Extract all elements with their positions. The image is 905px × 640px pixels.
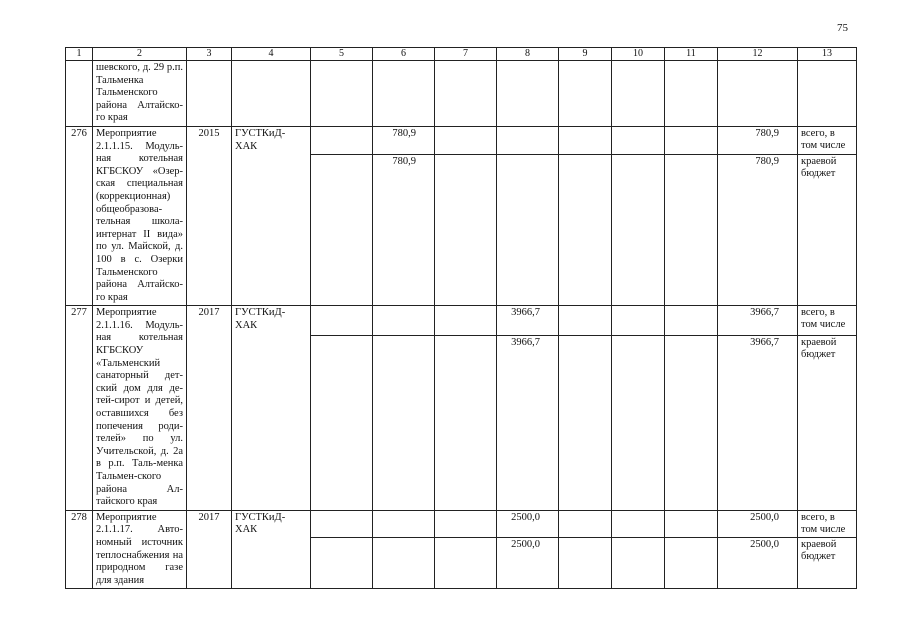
row-number: 278 (66, 510, 93, 589)
funding-note: краевой бюджет (798, 154, 857, 306)
year: 2017 (187, 510, 232, 589)
value-col12: 2500,0 (718, 538, 798, 589)
value-col12: 780,9 (718, 154, 798, 306)
executor: ГУСТКиД-ХАК (232, 510, 311, 589)
executor: ГУСТКиД-ХАК (232, 126, 311, 305)
value-col8: 3966,7 (497, 336, 559, 511)
funding-note: краевой бюджет (798, 336, 857, 511)
value-col6 (373, 538, 435, 589)
page-number: 75 (837, 22, 848, 34)
value-col8: 2500,0 (497, 510, 559, 537)
header-cell: 5 (311, 48, 373, 61)
value-col6 (373, 510, 435, 537)
executor: ГУСТКиД-ХАК (232, 306, 311, 511)
measure-name: Мероприятие 2.1.1.16. Модуль-ная котельная КГБСКОУ «Тальменский санаторный дет-ский дом для де-тей-сирот и детей, оставшихся без попечения роди-телей» по ул. Учительской, д. 2а в р.п. Таль-менка Тальмен-ского района Ал-тайского края (93, 306, 187, 511)
header-cell: 3 (187, 48, 232, 61)
value-col8 (497, 154, 559, 306)
value-col6: 780,9 (373, 126, 435, 154)
funding-note: краевой бюджет (798, 538, 857, 589)
table-row-continuation (66, 61, 857, 127)
year: 2017 (187, 306, 232, 511)
value-col12: 780,9 (718, 126, 798, 154)
data-table (65, 47, 857, 589)
table-row (66, 126, 857, 154)
header-cell: 11 (665, 48, 718, 61)
funding-note: всего, в том числе (798, 510, 857, 537)
header-cell: 4 (232, 48, 311, 61)
row-number: 276 (66, 126, 93, 305)
measure-name: шевского, д. 29 р.п. Тальменка Тальменского района Алтайско-го края (93, 61, 187, 127)
value-col6 (373, 336, 435, 511)
header-cell: 9 (559, 48, 612, 61)
value-col6: 780,9 (373, 154, 435, 306)
funding-note: всего, в том числе (798, 306, 857, 336)
row-number: 277 (66, 306, 93, 511)
header-cell: 12 (718, 48, 798, 61)
value-col8: 2500,0 (497, 538, 559, 589)
year: 2015 (187, 126, 232, 305)
header-cell: 8 (497, 48, 559, 61)
value-col8: 3966,7 (497, 306, 559, 336)
header-cell: 13 (798, 48, 857, 61)
header-cell: 2 (93, 48, 187, 61)
table-row (66, 306, 857, 336)
measure-name: Мероприятие 2.1.1.17. Авто-номный источник теплоснабжения на природном газе для здания (93, 510, 187, 589)
value-col12: 3966,7 (718, 306, 798, 336)
value-col12: 2500,0 (718, 510, 798, 537)
header-cell: 10 (612, 48, 665, 61)
header-row (66, 48, 857, 61)
value-col12: 3966,7 (718, 336, 798, 511)
measure-name: Мероприятие 2.1.1.15. Модуль-ная котельная КГБСКОУ «Озер-ская специальная (коррекционная) общеобразова-тельная школа-интернат II вида» по ул. Майской, д. 100 в с. Озерки Тальменского района Алтайско-го края (93, 126, 187, 305)
header-cell: 6 (373, 48, 435, 61)
value-col6 (373, 306, 435, 336)
value-col8 (497, 126, 559, 154)
header-cell: 1 (66, 48, 93, 61)
funding-note: всего, в том числе (798, 126, 857, 154)
header-cell: 7 (435, 48, 497, 61)
table-row (66, 510, 857, 537)
